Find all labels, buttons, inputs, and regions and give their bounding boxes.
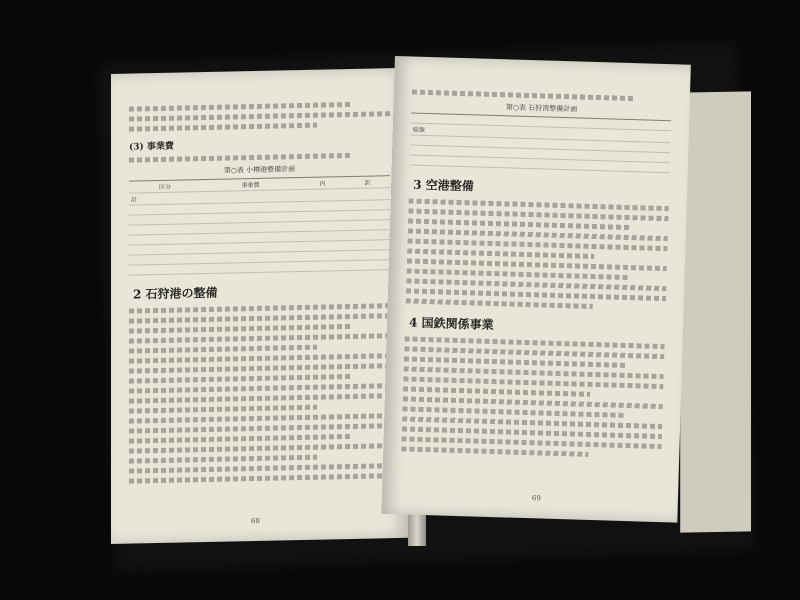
right-total-label: 総額 — [411, 123, 535, 139]
left-page-number: 68 — [251, 516, 260, 526]
left-table — [129, 175, 390, 275]
back-pages — [680, 91, 751, 532]
right-page-content — [401, 85, 672, 465]
left-page — [111, 68, 408, 544]
left-subsection: (3) 事業費 — [129, 141, 174, 153]
left-table-header: 訳 — [345, 176, 390, 189]
right-page — [381, 56, 690, 523]
left-table-header: 区分 — [129, 180, 201, 194]
right-page-number: 69 — [531, 494, 541, 503]
left-table-header: 事業費 — [201, 178, 300, 192]
left-table-title: 第○表 小樽港整備計画 — [223, 165, 296, 175]
left-table-header: 内 — [300, 177, 345, 190]
right-table-title: 第○表 石狩湾整備計画 — [505, 103, 578, 114]
left-page-content — [129, 96, 390, 488]
right-table — [410, 113, 671, 174]
left-section-heading: 2 石狩港の整備 — [133, 285, 218, 302]
right-section-heading-rail: 4 国鉄関係事業 — [408, 315, 494, 333]
right-section-heading-airport: 3 空港整備 — [412, 177, 474, 194]
left-total-label: 計 — [129, 192, 201, 206]
